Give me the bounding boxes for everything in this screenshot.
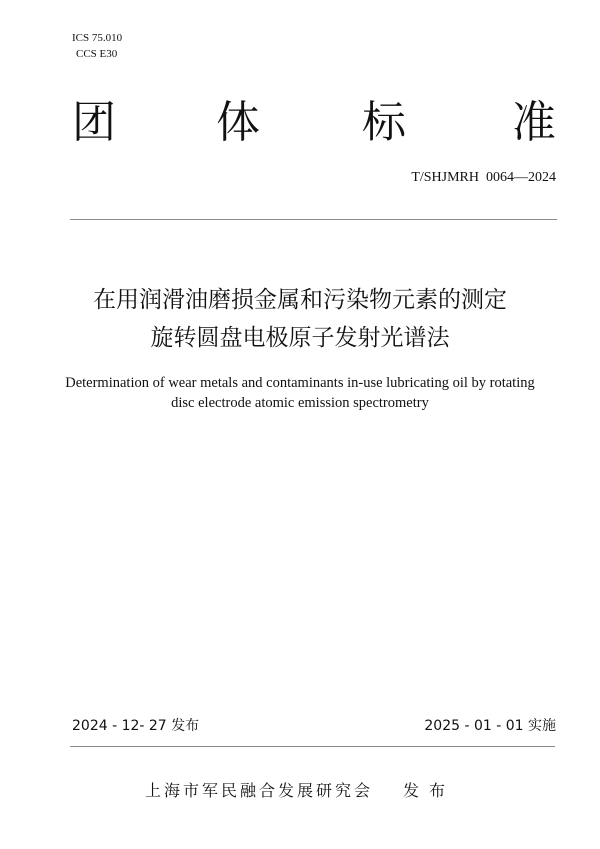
implement-date: 2025 - 01 - 01 实施 — [424, 718, 556, 734]
header-char: 团 — [72, 97, 116, 148]
document-title-zh — [0, 281, 600, 357]
title-zh-line2: 旋转圆盘电极原子发射光谱法 — [150, 325, 450, 351]
header-char: 标 — [362, 97, 406, 148]
standard-number: T/SHJMRH 0064—2024 — [411, 170, 556, 185]
title-en-line2: disc electrode atomic emission spectrometry — [171, 395, 429, 411]
document-title-en — [0, 373, 600, 413]
title-en-line1: Determination of wear metals and contaminants in-use lubricating oil by rotating — [65, 375, 535, 391]
bottom-divider — [70, 746, 555, 747]
publish-date: 2024 - 12- 27 发布 — [72, 718, 200, 734]
top-divider — [70, 219, 557, 220]
header-char: 体 — [216, 97, 260, 148]
publish-label: 发布 — [403, 781, 456, 800]
title-zh-line1: 在用润滑油磨损金属和污染物元素的测定 — [93, 287, 507, 313]
ccs-code: CCS E30 — [76, 48, 118, 60]
publisher-organization: 上海市军民融合发展研究会 — [144, 781, 373, 800]
header-char: 准 — [512, 97, 556, 148]
classification-codes — [72, 30, 122, 62]
publisher — [0, 778, 600, 801]
ics-code: ICS 75.010 — [72, 32, 123, 44]
